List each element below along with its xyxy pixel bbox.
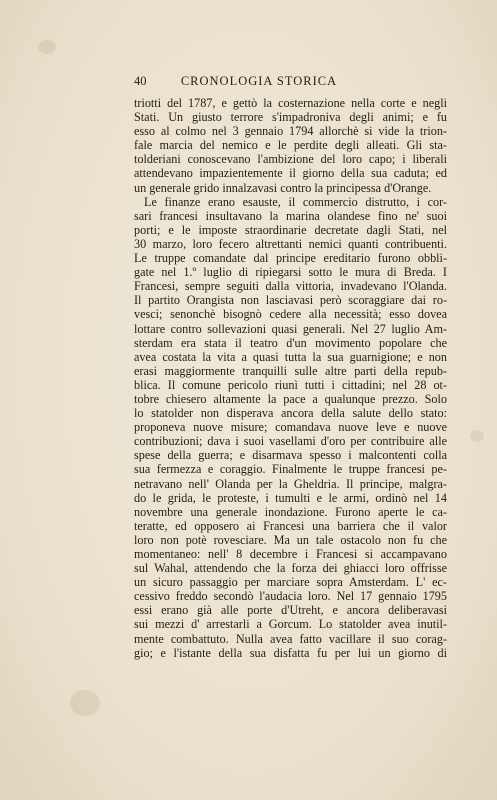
- text-line: novembre una generale inondazione. Furono aperte le ca-: [134, 504, 447, 519]
- text-line: esso al colmo nel 3 gennaio 1794 allorchè si vide la trion-: [134, 124, 447, 139]
- text-line: mente combattuto. Nulla avea fatto vacillare il suo corag-: [134, 631, 447, 646]
- running-header: [134, 74, 384, 92]
- text-line: porti; e le imposte straordinarie decretate dagli Stati, nel: [134, 222, 447, 237]
- text-line: vesci; senonchè bisognò cedere alla necessità; esso dovea: [134, 307, 447, 322]
- text-line: un sicuro passaggio per marciare sopra Amsterdam. L' ec-: [134, 575, 447, 590]
- text-line: triotti del 1787, e gettò la costernazione nella corte e negli: [134, 96, 447, 110]
- text-line: attendevano impazientemente il giorno della sua caduta; ed: [134, 166, 447, 181]
- text-line: lo statolder non disperava ancora della salute dello stato:: [134, 406, 447, 421]
- text-line: momentaneo: nell' 8 decembre i Francesi si accampavano: [134, 547, 447, 561]
- running-title: CRONOLOGIA STORICA: [180, 74, 338, 88]
- text-line: Le truppe comandate dal principe ereditario furono obbli-: [134, 251, 447, 266]
- text-line: sui mezzi d' arrestarli a Gorcum. Lo statolder avea inutil-: [134, 617, 447, 632]
- text-line: essi erano già alle porte d'Utreht, e ancora deliberavasi: [134, 603, 447, 618]
- text-line: gate nel 1.º luglio di ripiegarsi sotto le mura di Breda. I: [134, 265, 447, 280]
- text-line: un generale grido innalzavasi contro la principessa d'Orange.: [134, 180, 432, 195]
- page-number: 40: [134, 74, 147, 88]
- text-line: proponeva nuove misure; comandava nuove leve e nuove: [134, 420, 447, 435]
- paper-stain: [70, 690, 100, 716]
- text-line: Stati. Un giusto terrore s'impadroniva degli animi; e fu: [134, 110, 447, 125]
- text-line: sua fermezza e coraggio. Finalmente le truppe francesi pe-: [134, 462, 447, 477]
- text-line: Le finanze erano esauste, il commercio distrutto, i cor-: [144, 194, 447, 209]
- text-line: sari francesi insultavano la marina olandese fino ne' suoi: [134, 208, 447, 223]
- text-line: Il partito Orangista non lasciavasi però scoraggiare dai ro-: [134, 293, 447, 308]
- text-line: erasi maggiormente tranquilli sulle altre parti della repub-: [134, 363, 447, 378]
- text-line: netravano nell' Olanda per la Gheldria. Il principe, malgra-: [134, 476, 447, 491]
- text-line: sterdam era stata il teatro d'un movimento popolare che: [134, 335, 447, 350]
- text-line: sul Wahal, attendendo che la forza dei ghiacci loro offrisse: [134, 561, 447, 576]
- text-line: fale marcia del nemico e le perdite degli alleati. Gli sta-: [134, 138, 447, 153]
- text-line: loro non potè rovesciare. Ma un tale ostacolo non fu che: [134, 532, 447, 547]
- text-line: gio; e l'istante della sua disfatta fu per lui un giorno di: [134, 645, 447, 660]
- text-line: cessivo freddo secondò l'audacia loro. Nel 17 gennaio 1795: [134, 589, 447, 604]
- text-line: contribuzioni; dava i suoi vasellami d'oro per contribuire alle: [134, 434, 447, 449]
- text-line: tobre chiesero altamente la pace a qualunque prezzo. Solo: [134, 391, 447, 406]
- text-line: 30 marzo, loro fecero altrettanti nemici quanti contribuenti.: [134, 236, 447, 251]
- text-line: teratte, ed opposero ai Francesi una barriera che il valor: [134, 518, 447, 533]
- body-text: [134, 96, 447, 660]
- text-line: avea costata la vita a quasi tutta la sua guarnigione; e non: [134, 349, 447, 364]
- text-line: do le grida, le proteste, i tumulti e le armi, ordinò nel 14: [134, 490, 447, 505]
- text-line: lottare contro sollevazioni quasi generali. Nel 27 luglio Am-: [134, 321, 447, 336]
- text-line: Francesi, sempre seguiti dalla vittoria, invadevano l'Olanda.: [134, 279, 447, 294]
- text-line: tolderiani conoscevano l'ambizione del loro capo; i liberali: [134, 152, 447, 167]
- text-line: spese della guerra; e disarmava spesso i malcontenti colla: [134, 448, 447, 463]
- text-line: blica. Il comune pericolo riunì tutti i cittadini; nel 28 ot-: [134, 377, 447, 392]
- paper-stain: [470, 430, 484, 442]
- paper-stain: [38, 40, 56, 54]
